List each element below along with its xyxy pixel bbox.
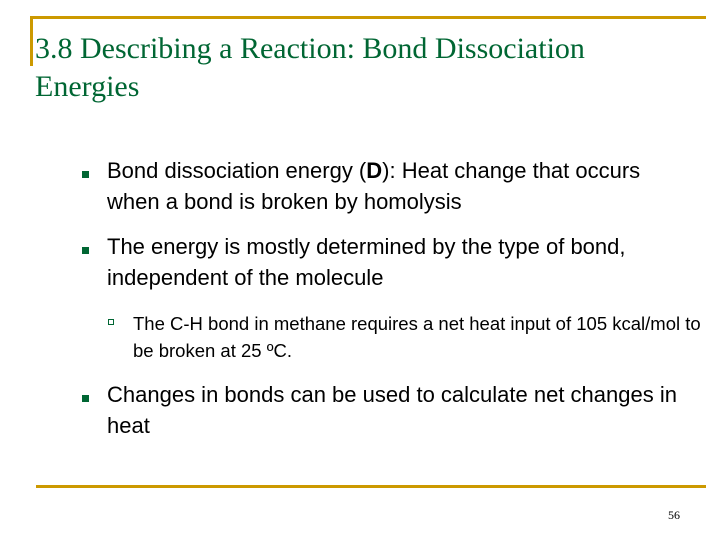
- sub-bullet-marker: [108, 319, 114, 325]
- bullet-item-2: The energy is mostly determined by the type of bond, independent of the molecule: [107, 234, 626, 290]
- left-rule: [30, 16, 33, 66]
- bullet-item-1: [107, 155, 697, 217]
- bullet-marker: [82, 171, 89, 178]
- bullet-marker: [82, 247, 89, 254]
- bullet-marker: [82, 395, 89, 402]
- page-number: 56: [668, 508, 680, 522]
- bullet-item-1-post: ): Heat change that occurs when a bond is broken by homolysis: [107, 158, 641, 214]
- sub-bullet-item-1: The C-H bond in methane requires a net heat input of 105 kcal/mol to be broken at 25 ºC.: [133, 313, 701, 361]
- slide-title: 3.8 Describing a Reaction: Bond Dissociation Energies: [35, 32, 585, 103]
- bottom-rule: [36, 485, 706, 488]
- top-rule: [30, 16, 706, 19]
- bullet-item-1-bold: D: [366, 158, 383, 183]
- bullet-item-3: Changes in bonds can be used to calculate net changes in heat: [107, 382, 677, 438]
- bullet-item-1-pre: Bond dissociation energy (: [107, 158, 367, 183]
